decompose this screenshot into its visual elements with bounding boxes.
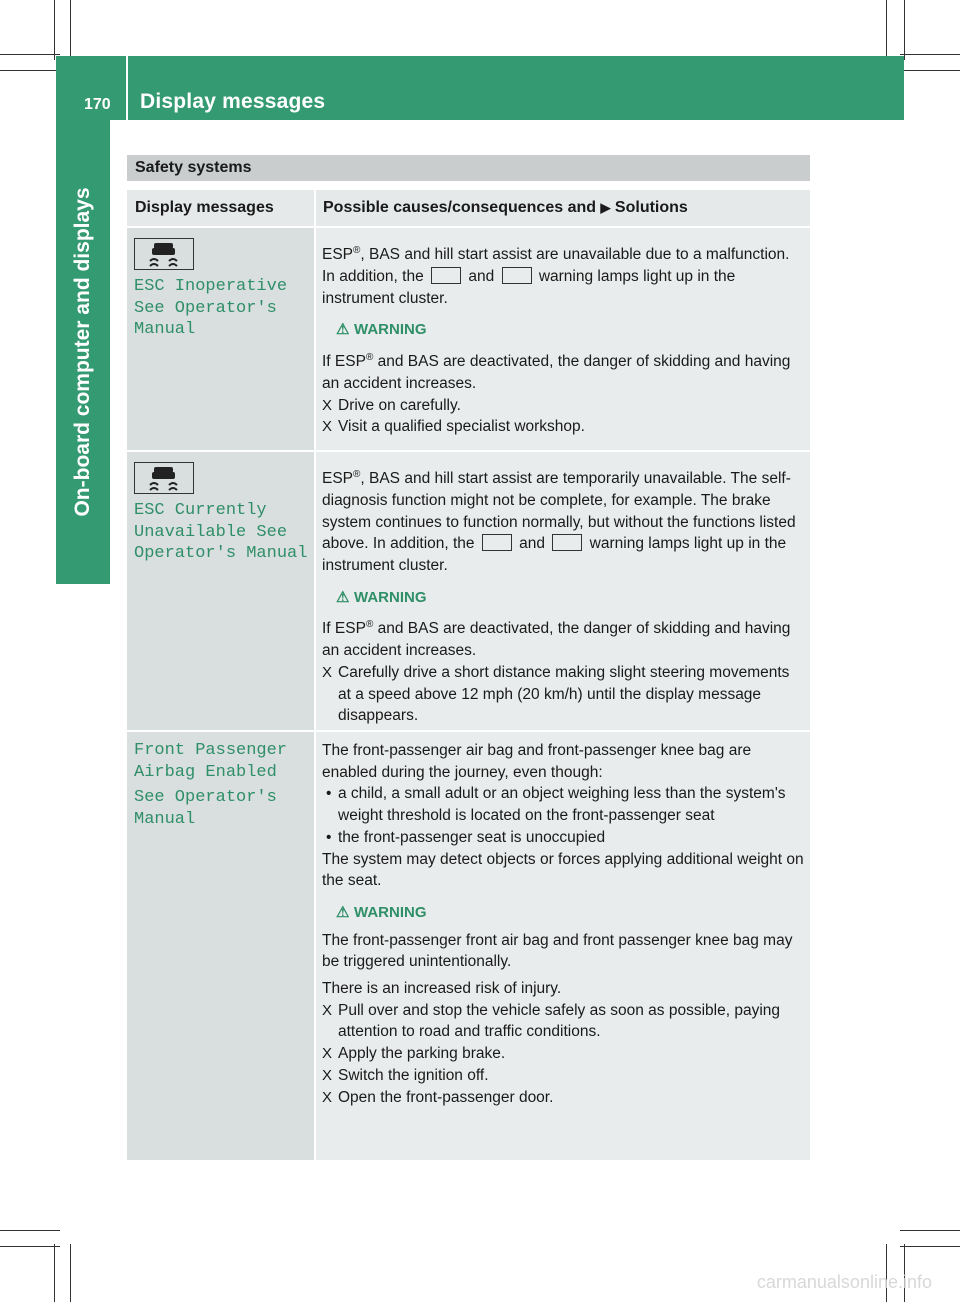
crop-mark [54, 0, 55, 60]
registered-mark: ® [365, 619, 374, 631]
page-header [56, 56, 904, 120]
esp-skid-icon [134, 462, 194, 494]
table-row [127, 732, 810, 1160]
cause-text [322, 240, 806, 309]
crop-mark [900, 70, 960, 71]
text: , BAS and hill start assist are unavailable due to a malfunction. In addition, the [322, 246, 790, 285]
instruction-step: X Drive on carefully. [322, 395, 806, 417]
chapter-tab-label: On-board computer and displays [71, 187, 94, 517]
esp-skid-icon [134, 238, 194, 270]
crop-mark [54, 1244, 55, 1302]
section-title: Display messages [140, 90, 326, 113]
crop-mark [904, 0, 905, 60]
crop-mark [0, 1230, 60, 1231]
display-message-text [127, 276, 314, 341]
crop-mark [70, 0, 71, 60]
message-line: ESC Currently [134, 501, 267, 520]
display-message-text [127, 740, 314, 783]
esp-skid-icon [482, 534, 512, 551]
display-message-text [127, 787, 314, 830]
registered-mark: ® [353, 469, 361, 480]
crop-mark [0, 54, 60, 55]
bullet-item: • the front-passenger seat is unoccupied [322, 827, 806, 849]
column-header-causes [323, 199, 688, 217]
crop-mark [0, 70, 60, 71]
warning-triangle-icon: ⚠ [336, 903, 350, 921]
text: and [468, 267, 495, 285]
text: ESP [322, 246, 354, 264]
esp-off-icon [502, 267, 532, 284]
text: warning lamps light up in the instrument cluster. [322, 535, 787, 574]
message-line: ESC Inoperative [134, 277, 288, 296]
esp-off-icon [552, 534, 582, 551]
esp-skid-icon [431, 267, 461, 284]
crop-mark [70, 1244, 71, 1302]
instruction-step: X Visit a qualified specialist workshop. [322, 416, 806, 438]
warning-heading [336, 587, 806, 609]
text: warning lamps light up in the instrument cluster. [322, 267, 736, 307]
message-line: Manual [134, 809, 196, 829]
text: If ESP [322, 353, 366, 371]
solution-cell [316, 228, 810, 450]
header-divider [126, 56, 128, 120]
column-separator [314, 190, 316, 226]
warning-heading [336, 319, 806, 341]
registered-mark: ® [365, 351, 374, 363]
message-line: Unavailable See [134, 522, 288, 542]
crop-mark [0, 1246, 60, 1247]
warning-triangle-icon: ⚠ [336, 588, 350, 606]
message-cell [127, 452, 314, 730]
message-line: Front Passenger [134, 741, 288, 760]
text: and [519, 535, 546, 553]
column-header-causes-suffix: Solutions [614, 199, 688, 216]
text: If ESP [322, 620, 366, 638]
watermark: carmanualsonline.info [756, 1272, 932, 1292]
column-header-messages: Display messages [135, 199, 274, 216]
crop-mark [900, 54, 960, 55]
instruction-step: X Switch the ignition off. [322, 1065, 806, 1087]
text: ESP [322, 470, 354, 488]
crop-mark [886, 0, 887, 60]
message-line: Airbag Enabled [134, 762, 277, 782]
solution-cell [316, 732, 810, 1160]
warning-label: WARNING [354, 321, 427, 339]
warning-heading [336, 902, 806, 924]
registered-mark: ® [353, 245, 361, 256]
warning-triangle-icon: ⚠ [336, 321, 350, 339]
text: and BAS are deactivated, the danger of skidding and having an accident increases. [322, 620, 791, 660]
display-message-text [127, 500, 314, 565]
warning-text [322, 614, 806, 662]
bullet-item: • a child, a small adult or an object weighing less than the system's weight threshold is located on the front-passenger seat [322, 783, 806, 826]
table-row [127, 228, 810, 450]
crop-mark [900, 1246, 960, 1247]
solution-cell [316, 452, 810, 730]
warning-text: The front-passenger front air bag and front passenger knee bag may be triggered unintentionally. [322, 931, 793, 971]
instruction-step: X Carefully drive a short distance making slight steering movements at a speed above 12 mph (20 km/h) until the display message disappears. [322, 662, 806, 727]
message-line: See Operator's [134, 298, 277, 318]
cause-text: The front-passenger air bag and front-passenger knee bag are enabled during the journey, even though: [322, 742, 752, 781]
message-cell [127, 228, 314, 450]
message-line: Manual [134, 320, 196, 339]
note-text: The system may detect objects or forces applying additional weight on the seat. [322, 850, 804, 890]
table-header [127, 190, 810, 226]
instruction-step: X Open the front-passenger door. [322, 1087, 806, 1109]
table-row [127, 452, 810, 730]
message-line: See Operator's [134, 788, 277, 807]
page-number: 170 [84, 96, 111, 113]
warning-text: There is an increased risk of injury. [322, 980, 562, 998]
warning-label: WARNING [354, 903, 427, 921]
cause-text [322, 464, 806, 577]
arrow-right-icon: ▶ [600, 200, 611, 215]
text: , BAS and hill start assist are temporarily unavailable. The self-diagnosis function might not be complete, for example. The brake system continues to function normally, but without the functions listed above. In addition, the [322, 470, 796, 553]
warning-label: WARNING [354, 588, 427, 606]
table-title: Safety systems [135, 159, 252, 176]
crop-mark [900, 1230, 960, 1231]
column-header-causes-prefix: Possible causes/consequences and [323, 199, 597, 216]
instruction-step: X Apply the parking brake. [322, 1043, 806, 1065]
message-cell [127, 732, 314, 1160]
instruction-step: X Pull over and stop the vehicle safely as soon as possible, paying attention to road and traffic conditions. [322, 1000, 806, 1043]
message-line: Operator's Manual [134, 544, 308, 563]
table-title-bar [127, 155, 810, 181]
text: and BAS are deactivated, the danger of skidding and having an accident increases. [322, 353, 791, 392]
warning-text [322, 347, 806, 395]
